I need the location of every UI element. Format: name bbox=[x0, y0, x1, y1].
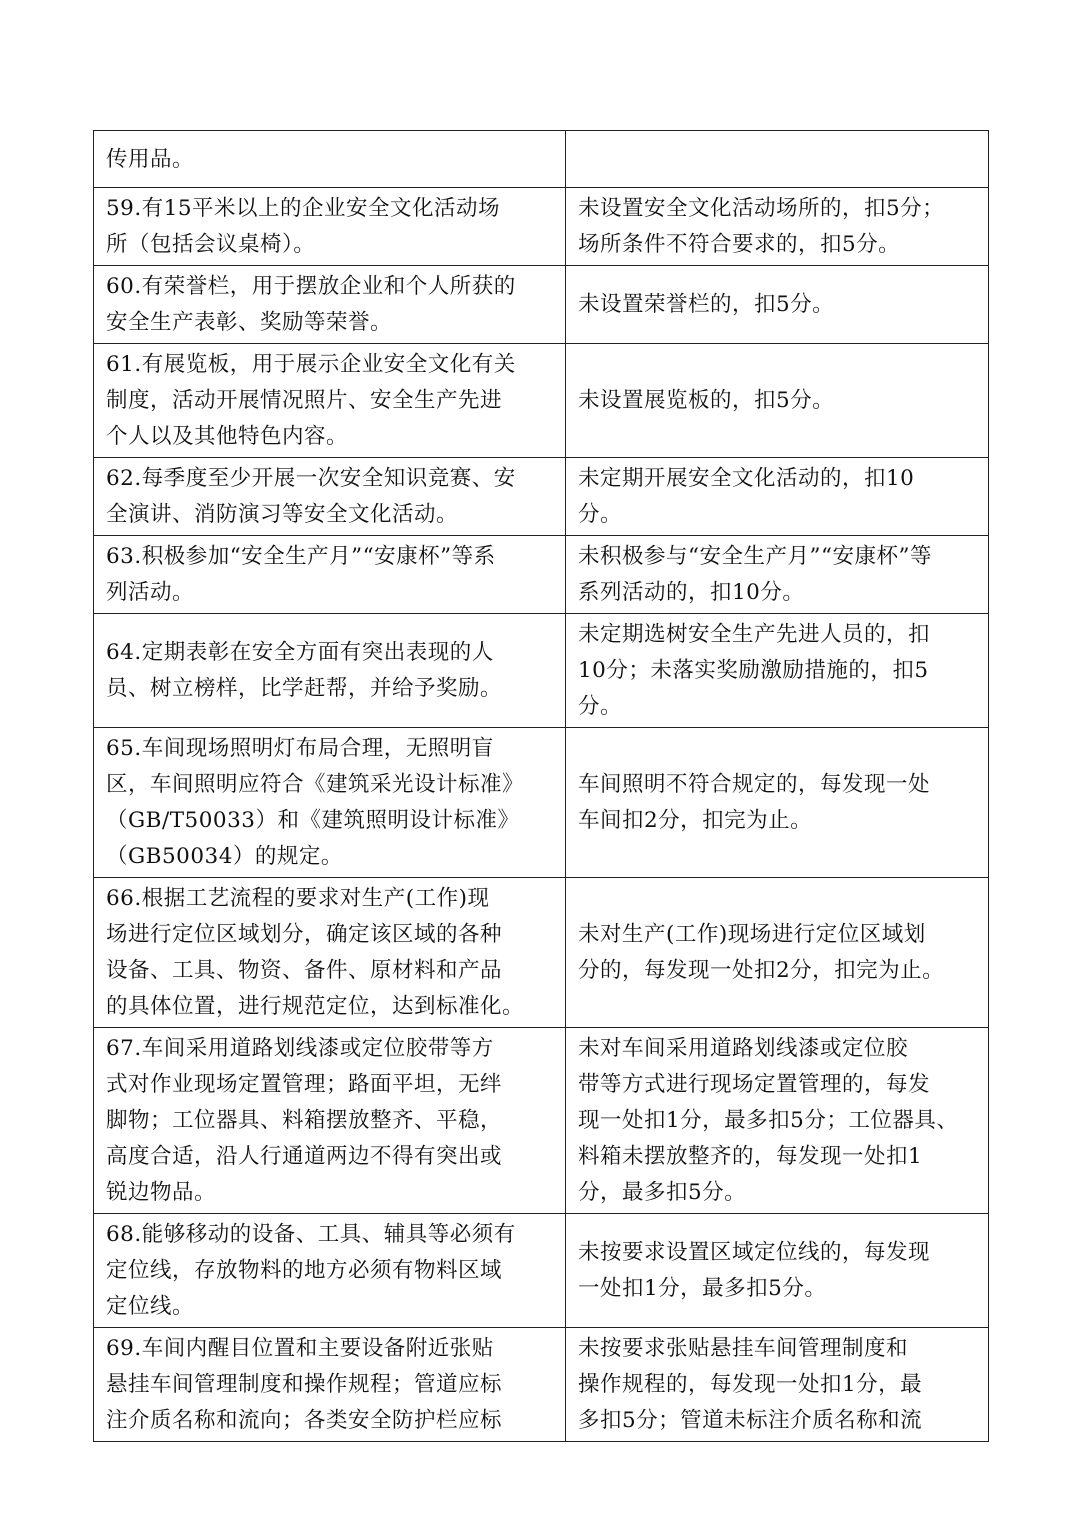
cell-text-line: 现一处扣1分，最多扣5分；工位器具、 bbox=[578, 1108, 959, 1133]
requirement-cell bbox=[94, 131, 566, 188]
requirement-cell bbox=[94, 458, 566, 536]
table-row bbox=[94, 131, 989, 188]
cell-text-line: 未定期选树安全生产先进人员的，扣 bbox=[578, 622, 931, 647]
deduction-cell bbox=[566, 266, 989, 344]
cell-text-line: 列活动。 bbox=[106, 580, 195, 605]
requirement-cell bbox=[94, 728, 566, 878]
cell-text-line: 62.每季度至少开展一次安全知识竞赛、安 bbox=[106, 466, 516, 491]
cell-text-line: 分。 bbox=[578, 694, 623, 719]
cell-text-line: 分。 bbox=[578, 502, 623, 527]
cell-text-line: 带等方式进行现场定置管理的，每发 bbox=[578, 1072, 931, 1097]
deduction-cell bbox=[566, 1328, 989, 1442]
table-row bbox=[94, 1028, 989, 1214]
table-row bbox=[94, 536, 989, 614]
cell-text-line: 分，最多扣5分。 bbox=[578, 1180, 747, 1205]
cell-text-line: 60.有荣誉栏，用于摆放企业和个人所获的 bbox=[106, 274, 516, 299]
cell-text-line: 所（包括会议桌椅）。 bbox=[106, 232, 316, 257]
cell-text-line: 未按要求张贴悬挂车间管理制度和 bbox=[578, 1336, 909, 1361]
cell-text-line: 66.根据工艺流程的要求对生产(工作)现 bbox=[106, 886, 490, 911]
cell-text-line: 未按要求设置区域定位线的，每发现 bbox=[578, 1240, 931, 1265]
requirement-cell bbox=[94, 536, 566, 614]
cell-text-line: 69.车间内醒目位置和主要设备附近张贴 bbox=[106, 1336, 494, 1361]
cell-text-line: 场进行定位区域划分，确定该区域的各种 bbox=[106, 922, 503, 947]
cell-text-line: 61.有展览板，用于展示企业安全文化有关 bbox=[106, 352, 516, 377]
requirement-cell bbox=[94, 266, 566, 344]
cell-text-line: 安全生产表彰、奖励等荣誉。 bbox=[106, 310, 393, 335]
cell-text-line: 65.车间现场照明灯布局合理，无照明盲 bbox=[106, 736, 494, 761]
table-row bbox=[94, 728, 989, 878]
deduction-cell bbox=[566, 728, 989, 878]
cell-text-line: 锐边物品。 bbox=[106, 1180, 217, 1205]
deduction-cell bbox=[566, 878, 989, 1028]
requirement-cell bbox=[94, 188, 566, 266]
cell-text-line: 高度合适，沿人行通道两边不得有突出或 bbox=[106, 1144, 503, 1169]
cell-text-line: 定位线。 bbox=[106, 1294, 195, 1319]
requirement-cell bbox=[94, 344, 566, 458]
table-row bbox=[94, 266, 989, 344]
cell-text-line: 全演讲、消防演习等安全文化活动。 bbox=[106, 502, 459, 527]
cell-text-line: 系列活动的，扣10分。 bbox=[578, 580, 805, 605]
deduction-cell bbox=[566, 131, 989, 188]
cell-text-line: 68.能够移动的设备、工具、辅具等必须有 bbox=[106, 1222, 516, 1247]
cell-text-line: 个人以及其他特色内容。 bbox=[106, 424, 349, 449]
cell-text-line: 未定期开展安全文化活动的，扣10 bbox=[578, 466, 915, 491]
cell-text-line: 的具体位置，进行规范定位，达到标准化。 bbox=[106, 994, 525, 1019]
cell-text-line: 未设置展览板的，扣5分。 bbox=[578, 388, 835, 413]
cell-text-line: 59.有15平米以上的企业安全文化活动场 bbox=[106, 196, 501, 221]
cell-text-line: 分的，每发现一处扣2分，扣完为止。 bbox=[578, 958, 945, 983]
requirement-cell bbox=[94, 614, 566, 728]
deduction-cell bbox=[566, 1028, 989, 1214]
table-row bbox=[94, 878, 989, 1028]
assessment-table bbox=[93, 130, 989, 1442]
cell-text-line: 式对作业现场定置管理；路面平坦，无绊 bbox=[106, 1072, 503, 1097]
assessment-table-body bbox=[94, 131, 989, 1442]
cell-text-line: 车间照明不符合规定的，每发现一处 bbox=[578, 772, 931, 797]
cell-text-line: 67.车间采用道路划线漆或定位胶带等方 bbox=[106, 1036, 494, 1061]
deduction-cell bbox=[566, 458, 989, 536]
cell-text-line: 未设置荣誉栏的，扣5分。 bbox=[578, 292, 835, 317]
cell-text-line: 车间扣2分，扣完为止。 bbox=[578, 808, 813, 833]
requirement-cell bbox=[94, 878, 566, 1028]
table-row bbox=[94, 344, 989, 458]
requirement-cell bbox=[94, 1328, 566, 1442]
cell-text-line: 脚物；工位器具、料箱摆放整齐、平稳， bbox=[106, 1108, 503, 1133]
table-row bbox=[94, 188, 989, 266]
cell-text-line: 员、树立榜样，比学赶帮，并给予奖励。 bbox=[106, 676, 503, 701]
table-row bbox=[94, 1328, 989, 1442]
table-row bbox=[94, 1214, 989, 1328]
cell-text-line: 传用品。 bbox=[106, 146, 195, 172]
cell-text-line: 制度，活动开展情况照片、安全生产先进 bbox=[106, 388, 503, 413]
cell-text-line: 场所条件不符合要求的，扣5分。 bbox=[578, 232, 901, 257]
cell-text-line: 悬挂车间管理制度和操作规程；管道应标 bbox=[106, 1372, 503, 1397]
cell-text-line: 料箱未摆放整齐的，每发现一处扣1 bbox=[578, 1144, 923, 1169]
cell-text-line: 一处扣1分，最多扣5分。 bbox=[578, 1276, 827, 1301]
table-row bbox=[94, 458, 989, 536]
deduction-cell bbox=[566, 188, 989, 266]
cell-text-line: 未对生产(工作)现场进行定位区域划 bbox=[578, 922, 926, 947]
cell-text-line: 10分；未落实奖励激励措施的，扣5 bbox=[578, 658, 929, 683]
cell-text-line: 多扣5分；管道未标注介质名称和流 bbox=[578, 1408, 923, 1433]
deduction-cell bbox=[566, 614, 989, 728]
requirement-cell bbox=[94, 1214, 566, 1328]
cell-text-line: 未设置安全文化活动场所的，扣5分； bbox=[578, 196, 945, 221]
cell-text-line: （GB/T50033）和《建筑照明设计标准》 bbox=[106, 808, 520, 833]
table-row bbox=[94, 614, 989, 728]
cell-text-line: 操作规程的，每发现一处扣1分，最 bbox=[578, 1372, 923, 1397]
cell-text-line: （GB50034）的规定。 bbox=[106, 844, 343, 869]
cell-text-line: 63.积极参加“安全生产月”“安康杯”等系 bbox=[106, 544, 496, 569]
deduction-cell bbox=[566, 344, 989, 458]
deduction-cell bbox=[566, 1214, 989, 1328]
requirement-cell bbox=[94, 1028, 566, 1214]
cell-text-line: 区，车间照明应符合《建筑采光设计标准》 bbox=[106, 772, 525, 797]
cell-text-line: 设备、工具、物资、备件、原材料和产品 bbox=[106, 958, 503, 983]
cell-text-line: 未积极参与“安全生产月”“安康杯”等 bbox=[578, 544, 932, 569]
cell-text-line: 注介质名称和流向；各类安全防护栏应标 bbox=[106, 1408, 503, 1433]
cell-text-line: 定位线，存放物料的地方必须有物料区域 bbox=[106, 1258, 503, 1283]
deduction-cell bbox=[566, 536, 989, 614]
cell-text-line: 64.定期表彰在安全方面有突出表现的人 bbox=[106, 640, 494, 665]
cell-text-line: 未对车间采用道路划线漆或定位胶 bbox=[578, 1036, 909, 1061]
